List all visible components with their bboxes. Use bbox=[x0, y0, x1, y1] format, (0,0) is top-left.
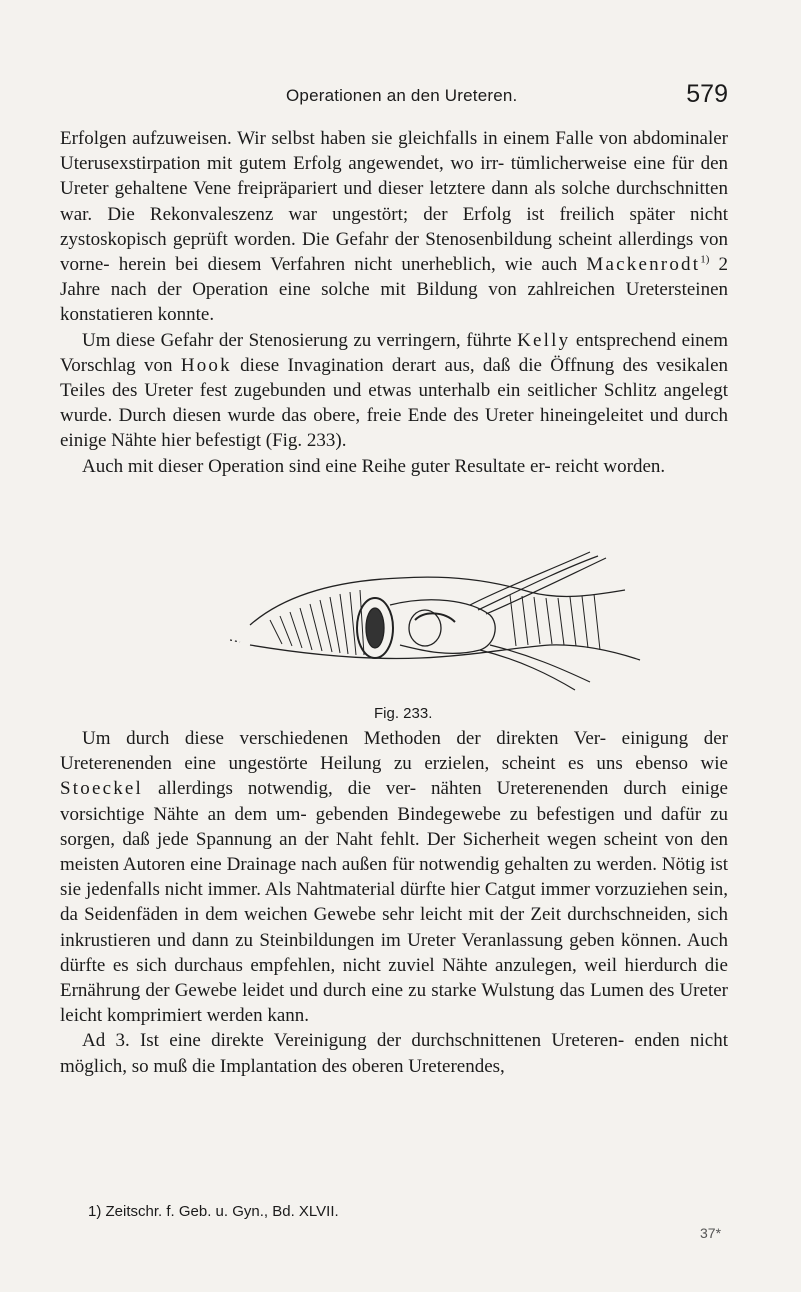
paragraph-2: Um diese Gefahr der Stenosierung zu verringern, führte Kelly entsprechend einem Vorschlag von Hook diese Invagination derart aus, daß die Öffnung des vesikalen Teiles des Ureter fest zugebunden und etwas unterhalb ein seitlicher Schlitz angelegt wurde. Durch diesen wurde das obere, freie Ende des Ureter hineingeleitet und durch einige Nähte hier befestigt (Fig. 233). bbox=[60, 329, 729, 452]
author-kelly: Kelly bbox=[517, 329, 571, 351]
paragraph-3: Auch mit dieser Operation sind eine Reihe guter Resultate er- reicht worden. bbox=[82, 455, 666, 477]
footnote-marker: 1) bbox=[700, 253, 710, 266]
ureter-invagination-drawing bbox=[230, 550, 650, 698]
page-number: 579 bbox=[686, 80, 728, 108]
author-stoeckel: Stoeckel bbox=[60, 778, 144, 800]
text-block-bottom bbox=[60, 726, 728, 1079]
page-header bbox=[60, 82, 728, 116]
footnote: 1) Zeitschr. f. Geb. u. Gyn., Bd. XLVII. bbox=[88, 1203, 339, 1220]
signature-mark: 37* bbox=[700, 1225, 722, 1241]
author-hook: Hook bbox=[180, 354, 232, 376]
figure-233-illustration bbox=[230, 550, 650, 698]
paragraph-1: Erfolgen aufzuweisen. Wir selbst haben sie gleichfalls in einem Falle von abdominaler Uterusexstirpation mit gutem Erfolg angewendet, wo irr- tümlicherweise eine für den Ureter gehaltene Vene freipräpariert und dieser letztere dann als solche durchschnitten war. Die Rekonvaleszenz war ungestört; der Erfolg ist freilich später nicht zystoskopisch geprüft worden. Die Gefahr der Stenosenbildung scheint allerdings von vorne- herein bei diesem Verfahren nicht unerheblich, wie auch Mackenrodt$^{1)}$ 2 Jahre nach der Operation eine solche mit Bildung von zahlreichen Uretersteinen konstatieren konnte. bbox=[60, 128, 729, 326]
paragraph-5: Ad 3. Ist eine direkte Vereinigung der durchschnittenen Ureteren- enden nicht möglich, so muß die Implantation des oberen Ureterendes, bbox=[60, 1030, 728, 1077]
figure-caption: Fig. 233. bbox=[374, 705, 433, 722]
author-mackenrodt: Mackenrodt bbox=[586, 254, 701, 276]
paragraph-4: Um durch diese verschiedenen Methoden der direkten Ver- einigung der Ureterenenden eine ungestörte Heilung zu erzielen, scheint es uns ebenso wie Stoeckel allerdings notwendig, die ver- nähten Ureterenenden durch einige vorsichtige Nähte an dem um- gebenden Bindegewebe zu befestigen und dafür zu sorgen, daß jede Spannung an der Naht fehlt. Der Sicherheit wegen scheint von den meisten Autoren eine Drainage nach außen für notwendig gehalten zu werden. Nötig ist sie jedenfalls nicht immer. Als Nahtmaterial dürfte hier Catgut immer vorzuziehen sein, da Seidenfäden in dem weichen Gewebe sehr leicht mit der Zeit durchschneiden, sich inkrustieren und dann zu Steinbildungen im Ureter Veranlassung geben können. Auch dürfte es sich durchaus empfehlen, nicht zuviel Nähte anzulegen, weil hierdurch die Ernährung der Gewebe leidet und durch eine zu starke Wulstung das Lumen des Ureter leicht komprimiert werden kann. bbox=[60, 728, 728, 1027]
text-block-top bbox=[60, 126, 728, 479]
running-title: Operationen an den Ureteren. bbox=[286, 86, 518, 105]
